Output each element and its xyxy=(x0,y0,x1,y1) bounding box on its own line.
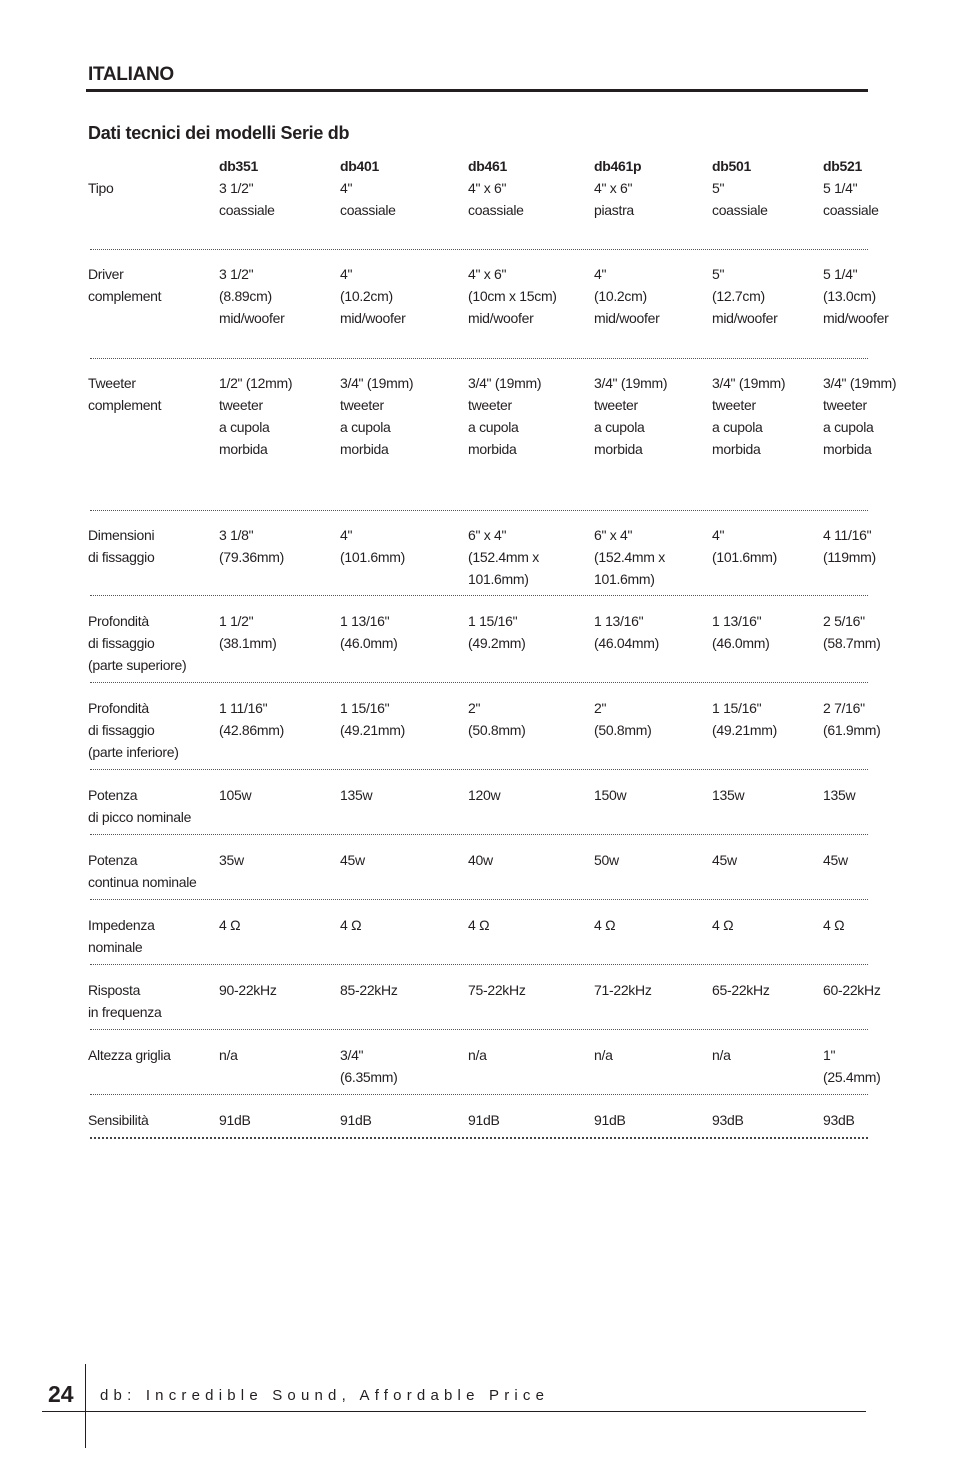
row-divider xyxy=(90,834,868,835)
spec-value: 3/4" (19mm) tweeter a cupola morbida xyxy=(340,375,414,457)
spec-label: Profondità di fissaggio (parte superiore) xyxy=(88,613,187,673)
spec-value: 5 1/4" coassiale xyxy=(823,180,879,218)
spec-label: Profondità di fissaggio (parte inferiore) xyxy=(88,700,179,760)
spec-value: 1 13/16" (46.0mm) xyxy=(712,613,770,651)
spec-value: 1 15/16" (49.2mm) xyxy=(468,613,526,651)
row-divider xyxy=(90,249,868,250)
spec-value: 5" coassiale xyxy=(712,180,768,218)
spec-value: 4" (101.6mm) xyxy=(712,527,777,565)
spec-value: 45w xyxy=(340,852,365,868)
spec-value: 1 15/16" (49.21mm) xyxy=(340,700,405,738)
spec-value: 3/4" (19mm) tweeter a cupola morbida xyxy=(712,375,786,457)
spec-value: 4" (10.2cm) mid/woofer xyxy=(594,266,660,326)
spec-value: 3/4" (19mm) tweeter a cupola morbida xyxy=(468,375,542,457)
spec-value: 3/4" (6.35mm) xyxy=(340,1047,398,1085)
spec-value: 4 Ω xyxy=(712,917,734,933)
footer-tagline: db: Incredible Sound, Affordable Price xyxy=(100,1387,550,1404)
spec-value: 3/4" (19mm) tweeter a cupola morbida xyxy=(594,375,668,457)
spec-value: 135w xyxy=(823,787,856,803)
spec-label: Tipo xyxy=(88,180,114,196)
spec-value: 4 Ω xyxy=(468,917,490,933)
row-divider xyxy=(90,1029,868,1030)
model-header-db351: db351 xyxy=(219,158,258,174)
spec-value: 91dB xyxy=(468,1112,500,1128)
spec-value: 5" (12.7cm) mid/woofer xyxy=(712,266,778,326)
spec-label: Dimensioni di fissaggio xyxy=(88,527,155,565)
spec-value: 4" (10.2cm) mid/woofer xyxy=(340,266,406,326)
spec-value: 4 Ω xyxy=(219,917,241,933)
spec-value: 2" (50.8mm) xyxy=(468,700,526,738)
model-header-db521: db521 xyxy=(823,158,862,174)
model-header-db401: db401 xyxy=(340,158,379,174)
footer-vertical-rule xyxy=(85,1364,86,1448)
spec-value: 91dB xyxy=(219,1112,251,1128)
row-divider xyxy=(90,358,868,359)
spec-value: 135w xyxy=(712,787,745,803)
spec-value: 4 Ω xyxy=(340,917,362,933)
spec-value: 45w xyxy=(823,852,848,868)
spec-label: Potenza di picco nominale xyxy=(88,787,192,825)
spec-value: 3 1/2" coassiale xyxy=(219,180,275,218)
spec-value: 71-22kHz xyxy=(594,982,652,998)
row-divider xyxy=(90,682,868,683)
spec-label: Potenza continua nominale xyxy=(88,852,197,890)
spec-value: 3 1/8" (79.36mm) xyxy=(219,527,284,565)
spec-value: 4 11/16" (119mm) xyxy=(823,527,876,565)
spec-label: Sensibilità xyxy=(88,1112,149,1128)
language-header: ITALIANO xyxy=(88,64,174,85)
spec-value: 4 Ω xyxy=(823,917,845,933)
spec-value: 1 1/2" (38.1mm) xyxy=(219,613,277,651)
spec-value: 4" (101.6mm) xyxy=(340,527,405,565)
spec-label: Altezza griglia xyxy=(88,1047,171,1063)
page-number: 24 xyxy=(48,1381,74,1407)
spec-label: Impedenza nominale xyxy=(88,917,155,955)
spec-value: 1/2" (12mm) tweeter a cupola morbida xyxy=(219,375,293,457)
spec-value: 85-22kHz xyxy=(340,982,398,998)
spec-value: 105w xyxy=(219,787,252,803)
spec-value: 5 1/4" (13.0cm) mid/woofer xyxy=(823,266,889,326)
spec-value: 50w xyxy=(594,852,619,868)
spec-value: 4 Ω xyxy=(594,917,616,933)
spec-value: 4" x 6" piastra xyxy=(594,180,634,218)
model-header-db461p: db461p xyxy=(594,158,642,174)
spec-value: 3 1/2" (8.89cm) mid/woofer xyxy=(219,266,285,326)
spec-value: 93dB xyxy=(712,1112,744,1128)
spec-value: 91dB xyxy=(340,1112,372,1128)
row-divider xyxy=(90,964,868,965)
header-rule xyxy=(86,89,868,92)
spec-value: 40w xyxy=(468,852,493,868)
spec-value: 4" coassiale xyxy=(340,180,396,218)
spec-value: 90-22kHz xyxy=(219,982,277,998)
spec-value: n/a xyxy=(712,1047,731,1063)
spec-value: 93dB xyxy=(823,1112,855,1128)
spec-label: Risposta in frequenza xyxy=(88,982,162,1020)
spec-value: 4" x 6" coassiale xyxy=(468,180,524,218)
row-divider xyxy=(90,595,868,596)
spec-value: 65-22kHz xyxy=(712,982,770,998)
spec-value: 120w xyxy=(468,787,501,803)
spec-value: 1 11/16" (42.86mm) xyxy=(219,700,284,738)
model-header-db501: db501 xyxy=(712,158,751,174)
section-title: Dati tecnici dei modelli Serie db xyxy=(88,123,350,143)
spec-value: 6" x 4" (152.4mm x 101.6mm) xyxy=(468,527,539,587)
spec-value: 2" (50.8mm) xyxy=(594,700,652,738)
spec-value: 75-22kHz xyxy=(468,982,526,998)
row-divider xyxy=(90,769,868,770)
spec-value: 1 13/16" (46.0mm) xyxy=(340,613,398,651)
spec-value: 35w xyxy=(219,852,244,868)
spec-value: n/a xyxy=(468,1047,487,1063)
spec-value: 2 7/16" (61.9mm) xyxy=(823,700,881,738)
spec-value: 6" x 4" (152.4mm x 101.6mm) xyxy=(594,527,665,587)
spec-value: 2 5/16" (58.7mm) xyxy=(823,613,881,651)
spec-value: 1 13/16" (46.04mm) xyxy=(594,613,659,651)
spec-value: 3/4" (19mm) tweeter a cupola morbida xyxy=(823,375,897,457)
row-divider xyxy=(90,1094,868,1095)
spec-label: Driver complement xyxy=(88,266,162,304)
spec-value: 1" (25.4mm) xyxy=(823,1047,881,1085)
spec-value: n/a xyxy=(219,1047,238,1063)
spec-value: 91dB xyxy=(594,1112,626,1128)
spec-value: n/a xyxy=(594,1047,613,1063)
row-divider xyxy=(90,510,868,511)
spec-value: 4" x 6" (10cm x 15cm) mid/woofer xyxy=(468,266,557,326)
spec-value: 135w xyxy=(340,787,373,803)
spec-value: 150w xyxy=(594,787,627,803)
model-header-db461: db461 xyxy=(468,158,507,174)
spec-value: 45w xyxy=(712,852,737,868)
spec-value: 60-22kHz xyxy=(823,982,881,998)
footer-horizontal-rule xyxy=(42,1411,866,1412)
spec-label: Tweeter complement xyxy=(88,375,162,413)
row-divider xyxy=(90,899,868,900)
spec-value: 1 15/16" (49.21mm) xyxy=(712,700,777,738)
row-divider xyxy=(90,1137,868,1139)
